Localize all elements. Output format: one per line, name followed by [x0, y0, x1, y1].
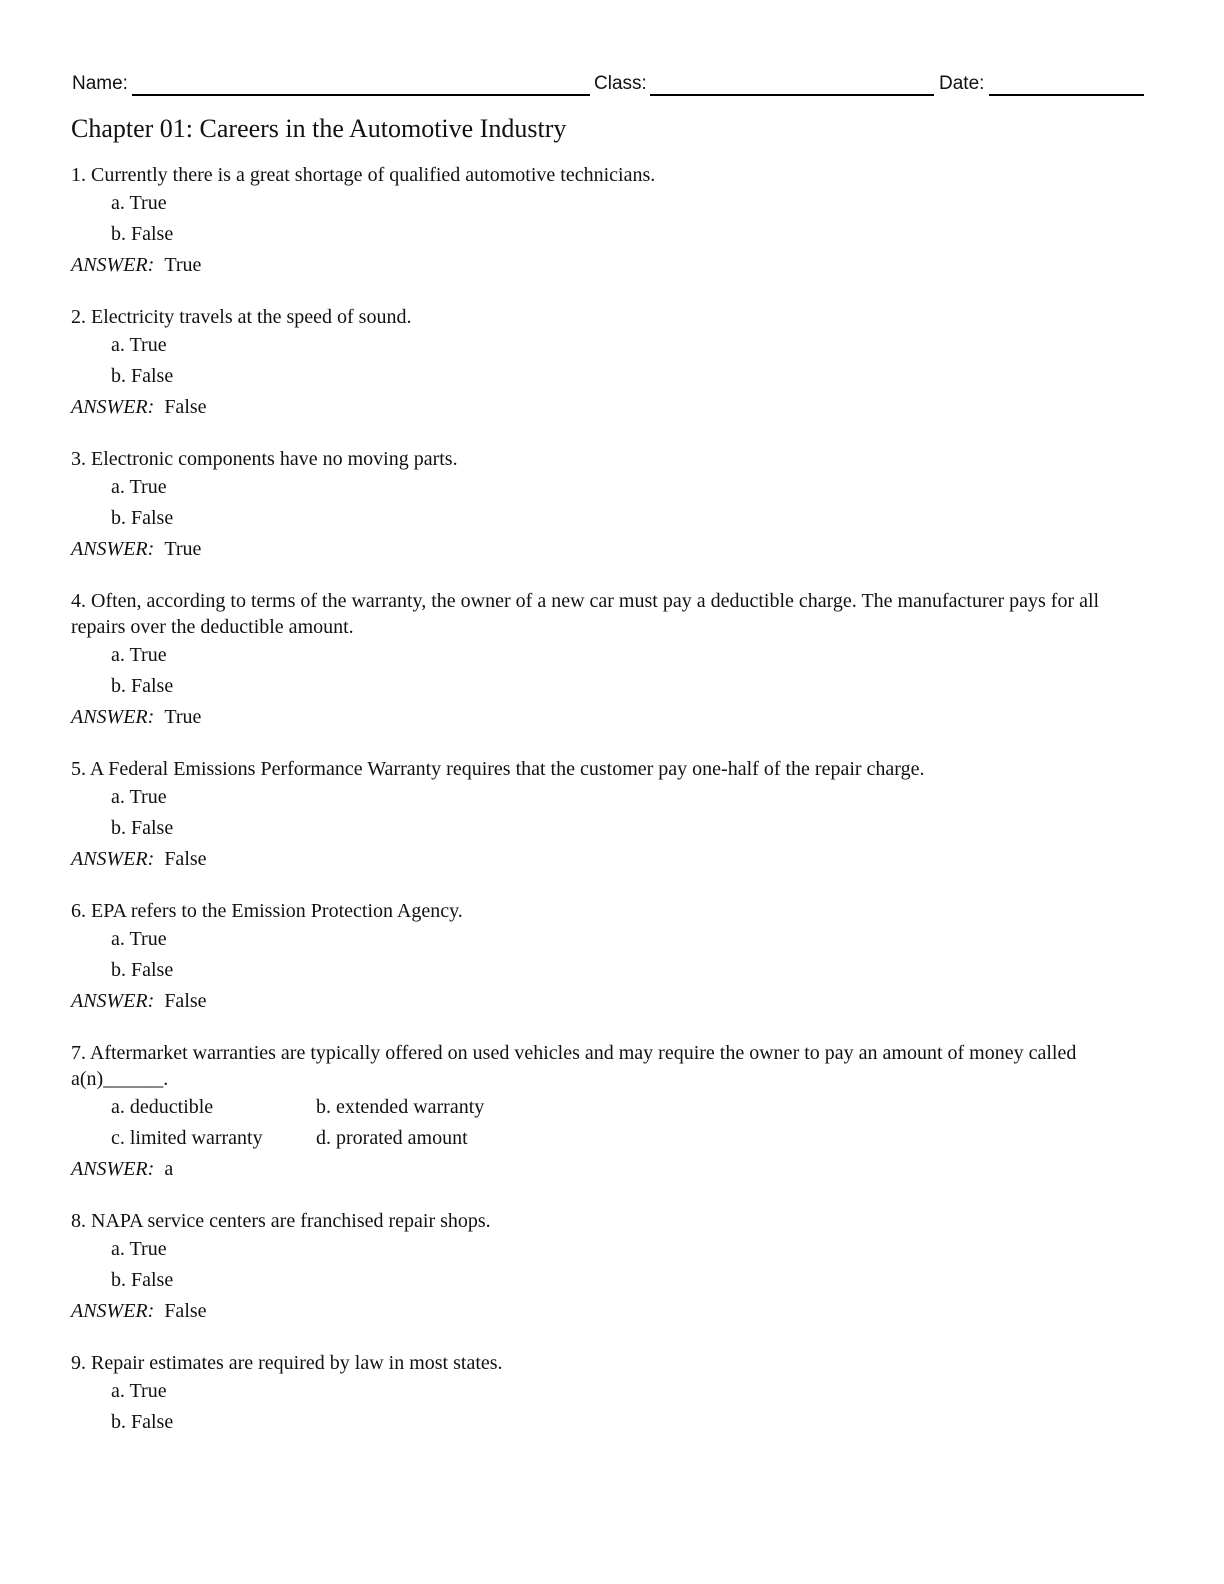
- option-b: b. extended warranty: [316, 1096, 485, 1118]
- answer-label: ANSWER:: [71, 990, 155, 1012]
- question-text: 6. EPA refers to the Emission Protection Agency.: [71, 900, 463, 922]
- question-2: [71, 304, 1151, 423]
- answer-line: [71, 702, 1151, 733]
- question-text: 7. Aftermarket warranties are typically offered on used vehicles and may require the owner to pay an amount of money called a(n)______.: [71, 1042, 1077, 1090]
- answer-label: ANSWER:: [71, 848, 155, 870]
- option-a: a. True: [111, 928, 167, 950]
- question-1: [71, 162, 1151, 281]
- name-blank-line[interactable]: [132, 94, 590, 96]
- question-6: [71, 898, 1151, 1017]
- answer-label: ANSWER:: [71, 1300, 155, 1322]
- option-b: b. False: [111, 507, 174, 529]
- option-b: b. False: [111, 223, 174, 245]
- option-d: d. prorated amount: [316, 1127, 468, 1149]
- option-a: a. True: [111, 334, 167, 356]
- student-info-header: [72, 72, 1144, 98]
- question-9: [71, 1350, 1151, 1438]
- question-text: 2. Electricity travels at the speed of sound.: [71, 306, 412, 328]
- option-a: a. True: [111, 1238, 167, 1260]
- date-field[interactable]: [939, 72, 1144, 96]
- question-text: 1. Currently there is a great shortage of qualified automotive technicians.: [71, 164, 656, 186]
- answer-label: ANSWER:: [71, 538, 155, 560]
- class-label: Class:: [594, 73, 647, 94]
- question-3: [71, 446, 1151, 565]
- option-b: b. False: [111, 1411, 174, 1433]
- answer-line: [71, 392, 1151, 423]
- option-b: b. False: [111, 959, 174, 981]
- answer-line: [71, 534, 1151, 565]
- answer-line: [71, 986, 1151, 1017]
- answer-value: True: [164, 254, 202, 276]
- question-text: 4. Often, according to terms of the warranty, the owner of a new car must pay a deductible charge. The manufacturer pays for all repairs over the deductible amount.: [71, 590, 1100, 638]
- option-grid: [71, 1092, 1151, 1154]
- date-blank-line[interactable]: [989, 94, 1144, 96]
- option-a: a. True: [111, 476, 167, 498]
- name-label: Name:: [72, 73, 128, 94]
- answer-value: False: [164, 848, 207, 870]
- answer-line: [71, 1154, 1151, 1185]
- answer-label: ANSWER:: [71, 706, 155, 728]
- answer-line: [71, 250, 1151, 281]
- answer-value: a: [164, 1158, 174, 1180]
- option-a: a. deductible: [111, 1096, 214, 1118]
- option-a: a. True: [111, 1380, 167, 1402]
- name-field[interactable]: [72, 72, 590, 96]
- question-text: 3. Electronic components have no moving parts.: [71, 448, 458, 470]
- answer-label: ANSWER:: [71, 396, 155, 418]
- option-b: b. False: [111, 675, 174, 697]
- option-a: a. True: [111, 786, 167, 808]
- answer-value: True: [164, 706, 202, 728]
- question-4: [71, 588, 1151, 733]
- option-c: c. limited warranty: [111, 1127, 263, 1149]
- question-text: 8. NAPA service centers are franchised repair shops.: [71, 1210, 491, 1232]
- question-text: 9. Repair estimates are required by law in most states.: [71, 1352, 503, 1374]
- question-list: [71, 162, 1151, 1461]
- option-b: b. False: [111, 817, 174, 839]
- question-text: 5. A Federal Emissions Performance Warranty requires that the customer pay one-half of the repair charge.: [71, 758, 925, 780]
- option-a: a. True: [111, 192, 167, 214]
- answer-value: False: [164, 396, 207, 418]
- question-7: [71, 1040, 1151, 1185]
- answer-line: [71, 844, 1151, 875]
- class-field[interactable]: [594, 72, 934, 96]
- answer-value: False: [164, 1300, 207, 1322]
- answer-label: ANSWER:: [71, 254, 155, 276]
- chapter-title: Chapter 01: Careers in the Automotive Industry: [71, 114, 567, 143]
- option-a: a. True: [111, 644, 167, 666]
- answer-value: False: [164, 990, 207, 1012]
- answer-value: True: [164, 538, 202, 560]
- option-b: b. False: [111, 1269, 174, 1291]
- date-label: Date:: [939, 73, 985, 94]
- answer-label: ANSWER:: [71, 1158, 155, 1180]
- class-blank-line[interactable]: [650, 94, 934, 96]
- question-8: [71, 1208, 1151, 1327]
- question-5: [71, 756, 1151, 875]
- answer-line: [71, 1296, 1151, 1327]
- option-b: b. False: [111, 365, 174, 387]
